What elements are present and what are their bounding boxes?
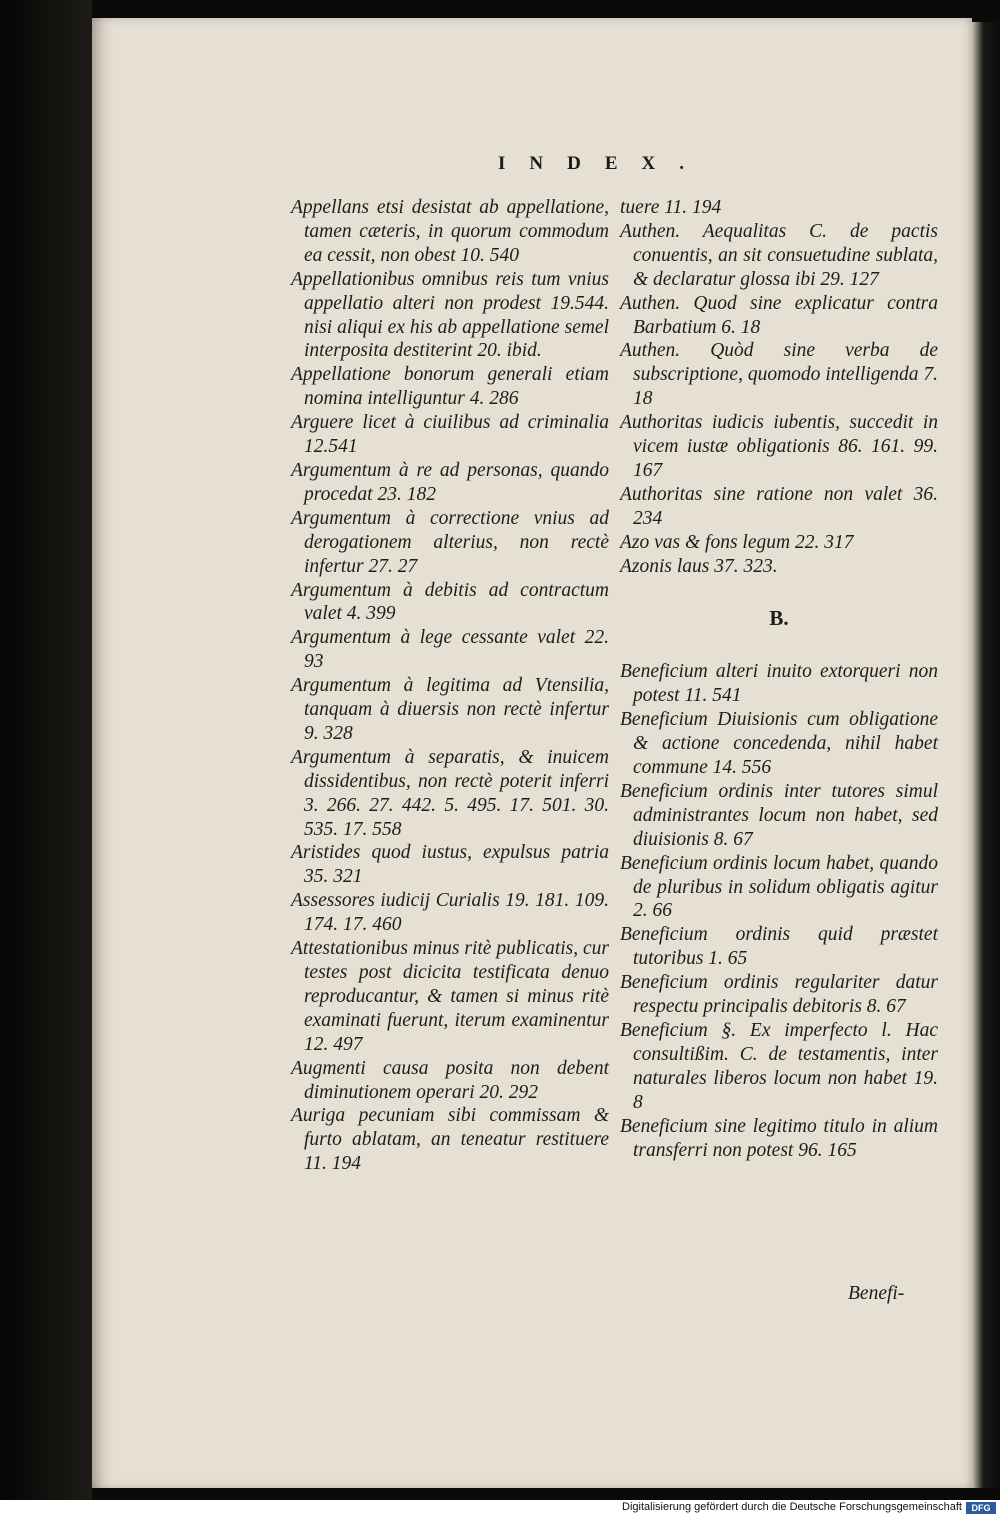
index-entry: Beneficium ordinis quid præstet tutoribus 1. 65 <box>620 924 938 970</box>
index-entry: tuere 11. 194 <box>620 197 722 218</box>
footer-credit: Digitalisierung gefördert durch die Deutsche Forschungsgemeinschaft <box>622 1501 962 1513</box>
index-entry: Authen. Aequalitas C. de pactis conuentis, an sit consuetudine sublata, & declaratur glossa ibi 29. 127 <box>620 220 938 290</box>
left-column <box>291 196 609 1176</box>
index-entry: Argumentum à lege cessante valet 22. 93 <box>291 627 609 673</box>
page-header: INDEX. <box>498 153 708 174</box>
index-entry: Beneficium sine legitimo titulo in alium transferri non potest 96. 165 <box>620 1115 938 1161</box>
page-edge <box>972 22 1000 1488</box>
index-entry: Beneficium Diuisionis cum obligatione & actione concedenda, nihil habet commune 14. 556 <box>620 709 938 779</box>
index-entry: Beneficium §. Ex imperfecto l. Hac consultißim. C. de testamentis, inter naturales liberos locum non habet 19. 8 <box>620 1020 938 1113</box>
index-entry: Arguere licet à ciuilibus ad criminalia 12.541 <box>291 412 609 458</box>
index-entry: Auriga pecuniam sibi commissam & furto ablatam, an teneatur restituere 11. 194 <box>291 1105 609 1175</box>
catchword: Benefi- <box>848 1283 905 1304</box>
index-entry: Attestationibus minus ritè publicatis, cur testes post dicicita testificata denuo reproducantur, & tamen si minus ritè examinati fuerunt, iterum examinentur 12. 497 <box>291 938 609 1055</box>
index-entry: Appellatione bonorum generali etiam nomina intelliguntur 4. 286 <box>291 364 609 410</box>
index-entry: Argumentum à separatis, & inuicem dissidentibus, non rectè poterit inferri 3. 266. 27. 442. 5. 495. 17. 501. 30. 535. 17. 558 <box>291 746 609 840</box>
dfg-logo: DFG <box>966 1502 996 1514</box>
index-entry: Appellationibus omnibus reis tum vnius appellatio alteri non prodest 19.544. nisi aliqui ex his ab appellatione semel interposita destiterint 20. ibid. <box>291 268 609 362</box>
index-entry: Authen. Quòd sine verba de subscriptione, quomodo intelligenda 7. 18 <box>620 340 938 410</box>
index-entry: Beneficium alteri inuito extorqueri non potest 11. 541 <box>620 661 938 707</box>
index-entry: Argumentum à legitima ad Vtensilia, tanquam à diuersis non rectè infertur 9. 328 <box>291 675 609 744</box>
right-column <box>620 196 938 1162</box>
index-entry: Beneficium ordinis regulariter datur respectu principalis debitoris 8. 67 <box>620 972 938 1018</box>
index-entry: Argumentum à re ad personas, quando procedat 23. 182 <box>291 459 609 505</box>
index-entry: Argumentum à correctione vnius ad derogationem alterius, non rectè infertur 27. 27 <box>291 507 609 577</box>
index-entry: Appellans etsi desistat ab appellatione, tamen cæteris, in quorum commodum ea cessit, non obest 10. 540 <box>291 197 609 266</box>
index-entry: Assessores iudicij Curialis 19. 181. 109. 174. 17. 460 <box>291 890 609 936</box>
index-entry: Beneficium ordinis locum habet, quando de pluribus in solidum obligatis agitur 2. 66 <box>620 852 938 922</box>
index-entry: Augmenti causa posita non debent diminutionem operari 20. 292 <box>291 1057 609 1103</box>
index-entry: Aristides quod iustus, expulsus patria 35. 321 <box>291 842 609 888</box>
index-entry: Azonis laus 37. 323. <box>620 555 778 577</box>
index-entry: Authoritas sine ratione non valet 36. 234 <box>620 483 938 529</box>
index-entry: Azo vas & fons legum 22. 317 <box>620 531 854 553</box>
index-entry: Authen. Quod sine explicatur contra Barbatium 6. 18 <box>620 292 938 338</box>
index-entry: Argumentum à debitis ad contractum valet 4. 399 <box>291 579 609 625</box>
index-entry: Authoritas iudicis iubentis, succedit in vicem iustæ obligationis 86. 161. 99. 167 <box>620 412 938 481</box>
footer-bar <box>0 1500 1000 1516</box>
book-spine <box>0 0 92 1500</box>
section-letter-b: B. <box>769 605 789 630</box>
index-entry: Beneficium ordinis inter tutores simul administrantes locum non habet, sed diuisionis 8. 67 <box>620 780 938 850</box>
